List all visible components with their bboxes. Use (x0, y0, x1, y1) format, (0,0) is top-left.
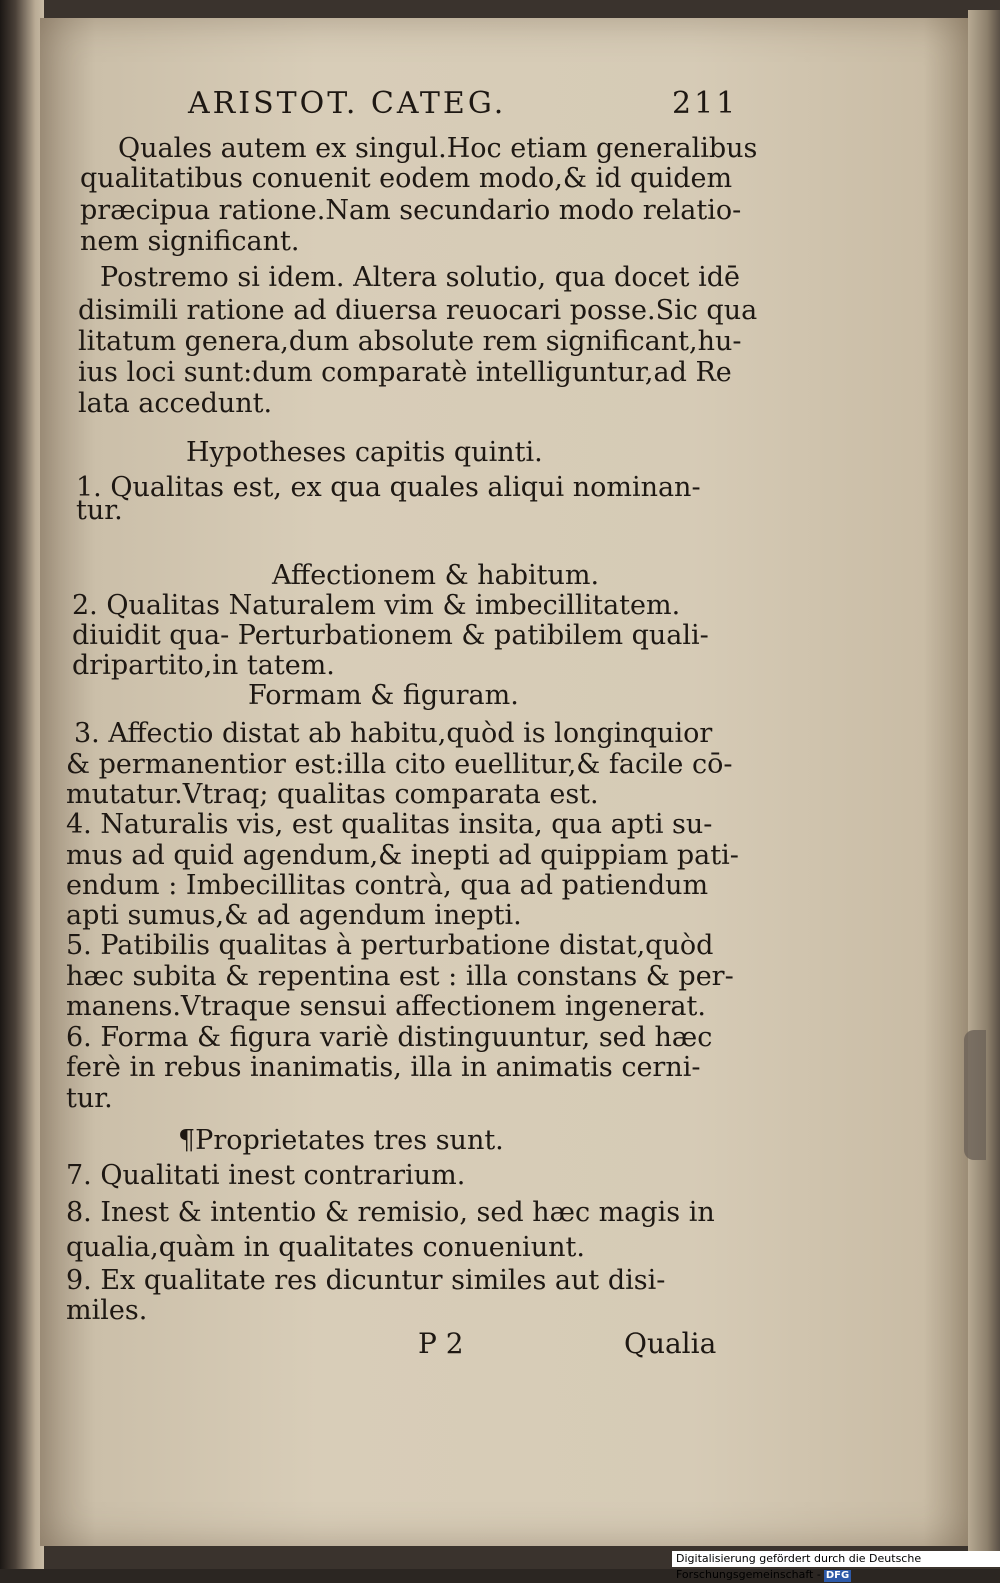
hypothesis-line: endum : Imbecillitas contrà, qua ad patiendum (66, 870, 709, 901)
hypothesis-line: 3. Affectio distat ab habitu,quòd is longinquior (74, 718, 713, 749)
hypothesis-line: 4. Naturalis vis, est qualitas insita, qua apti su- (66, 809, 713, 840)
body-line: præcipua ratione.Nam secundario modo relatio- (80, 195, 742, 226)
hypothesis-line: diuidit qua- Perturbationem & patibilem quali- (72, 620, 709, 651)
hypothesis-line: apti sumus,& ad agendum inepti. (66, 900, 522, 931)
signature-mark: P 2 (418, 1327, 464, 1360)
hypothesis-line: mutatur.Vtraq; qualitas comparata est. (66, 779, 599, 810)
credit-text: Digitalisierung gefördert durch die Deutsche Forschungsgemeinschaft - (676, 1552, 922, 1581)
running-title: ARISTOT. CATEG. (188, 86, 507, 121)
division-item: Formam & figuram. (248, 680, 519, 711)
body-line: disimili ratione ad diuersa reuocari posse.Sic qua (78, 295, 758, 326)
hypothesis-line: tur. (66, 1083, 113, 1114)
body-line: qualitatibus conuenit eodem modo,& id quidem (80, 163, 733, 194)
hypothesis-line: 1. Qualitas est, ex qua quales aliqui nominan- (76, 472, 701, 503)
hypothesis-line: miles. (66, 1295, 148, 1326)
body-line: Postremo si idem. Altera solutio, qua docet idē (100, 262, 741, 293)
body-line: lata accedunt. (78, 388, 273, 419)
hypothesis-line: tur. (76, 495, 123, 526)
hypothesis-line: 7. Qualitati inest contrarium. (66, 1160, 466, 1191)
hypothesis-line: manens.Vtraque sensui affectionem ingenerat. (66, 991, 706, 1022)
page-number: 211 (672, 86, 739, 121)
hypothesis-line: ferè in rebus inanimatis, illa in animatis cerni- (66, 1052, 701, 1083)
catchword: Qualia (624, 1327, 717, 1360)
hypothesis-line: qualia,quàm in qualitates conueniunt. (66, 1232, 585, 1263)
hypothesis-line: 6. Forma & figura variè distinguuntur, sed hæc (66, 1022, 713, 1053)
body-line: nem significant. (80, 226, 300, 257)
hypothesis-line: hæc subita & repentina est : illa constans & per- (66, 961, 734, 992)
body-line: ius loci sunt:dum comparatè intelliguntur,ad Re (78, 357, 732, 388)
section-heading: ¶Proprietates tres sunt. (178, 1125, 504, 1156)
dfg-logo: DFG (825, 1570, 850, 1581)
section-heading: Hypotheses capitis quinti. (186, 437, 543, 468)
hypothesis-line: & permanentior est:illa cito euellitur,& facile cō- (66, 749, 733, 780)
hypothesis-line: 9. Ex qualitate res dicuntur similes aut disi- (66, 1265, 666, 1296)
digitization-credit (672, 1551, 1000, 1581)
body-line: litatum genera,dum absolute rem significant,hu- (78, 326, 742, 357)
hypothesis-line: 8. Inest & intentio & remisio, sed hæc magis in (66, 1197, 715, 1228)
hypothesis-line: 2. Qualitas Naturalem vim & imbecillitatem. (72, 590, 681, 621)
hypothesis-line: mus ad quid agendum,& inepti ad quippiam pati- (66, 840, 739, 871)
hypothesis-line: 5. Patibilis qualitas à perturbatione distat,quòd (66, 930, 714, 961)
division-item: Affectionem & habitum. (272, 560, 600, 591)
body-line: Quales autem ex singul.Hoc etiam generalibus (118, 133, 758, 164)
hypothesis-line: dripartito,in tatem. (72, 650, 335, 681)
